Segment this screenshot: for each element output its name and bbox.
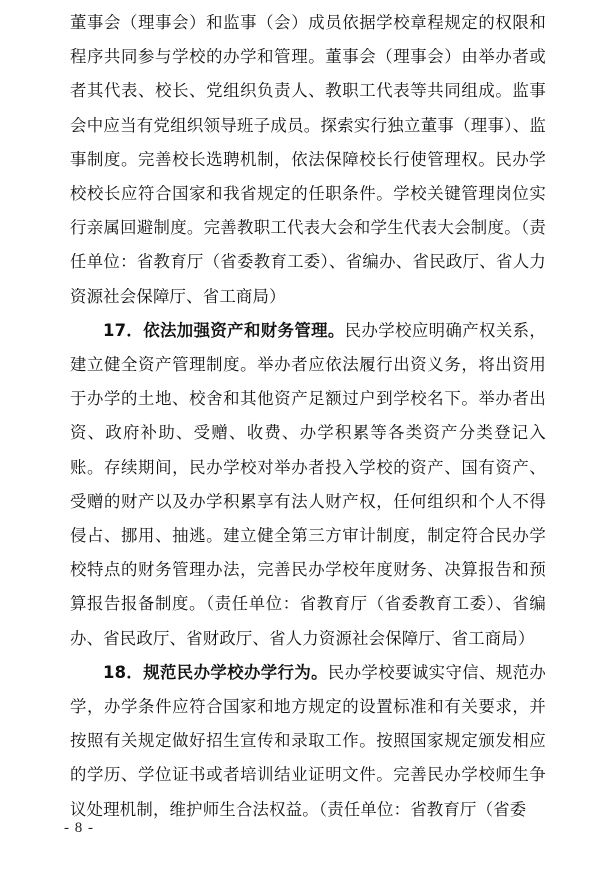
- section-18-body: 民办学校要诚实守信、规范办学，办学条件应符合国家和地方规定的设置标准和有关要求，并按照有关规定做好招生宣传和录取工作。按照国家规定颁发相应的学历、学位证书或者培训结业证明文件。完善民办学校师生争议处理机制，维护师生合法权益。（责任单位：省教育厅（省委: [70, 662, 546, 819]
- section-18-heading: 18．规范民办学校办学行为。: [103, 662, 328, 682]
- section-17-body: 民办学校应明确产权关系，建立健全资产管理制度。举办者应依法履行出资义务，将出资用于办学的土地、校舍和其他资产足额过户到学校名下。举办者出资、政府补助、受赠、收费、办学积累等各类资产分类登记入账。存续期间，民办学校对举办者投入学校的资产、国有资产、受赠的财产以及办学积累享有法人财产权，任何组织和个人不得侵占、挪用、抽逃。建立健全第三方审计制度，制定符合民办学校特点的财务管理办法，完善民办学校年度财务、决算报告和预算报告报备制度。（责任单位：省教育厅（省委教育工委）、省编办、省民政厅、省财政厅、省人力资源社会保障厅、省工商局）: [70, 320, 546, 648]
- section-17-heading: 17．依法加强资产和财务管理。: [103, 320, 345, 340]
- section-18: [70, 656, 546, 827]
- paragraph-intro: [70, 6, 546, 314]
- section-17: [70, 314, 546, 656]
- paragraph-intro-text: 董事会（理事会）和监事（会）成员依据学校章程规定的权限和程序共同参与学校的办学和管理。董事会（理事会）由举办者或者其代表、校长、党组织负责人、教职工代表等共同组成。监事会中应当有党组织领导班子成员。探索实行独立董事（理事）、监事制度。完善校长选聘机制，依法保障校长行使管理权。民办学校校长应符合国家和我省规定的任职条件。学校关键管理岗位实行亲属回避制度。完善教职工代表大会和学生代表大会制度。（责任单位：省教育厅（省委教育工委）、省编办、省民政厅、省人力资源社会保障厅、省工商局）: [70, 13, 546, 306]
- page-number: - 8 -: [64, 820, 94, 836]
- document-body: [70, 6, 546, 827]
